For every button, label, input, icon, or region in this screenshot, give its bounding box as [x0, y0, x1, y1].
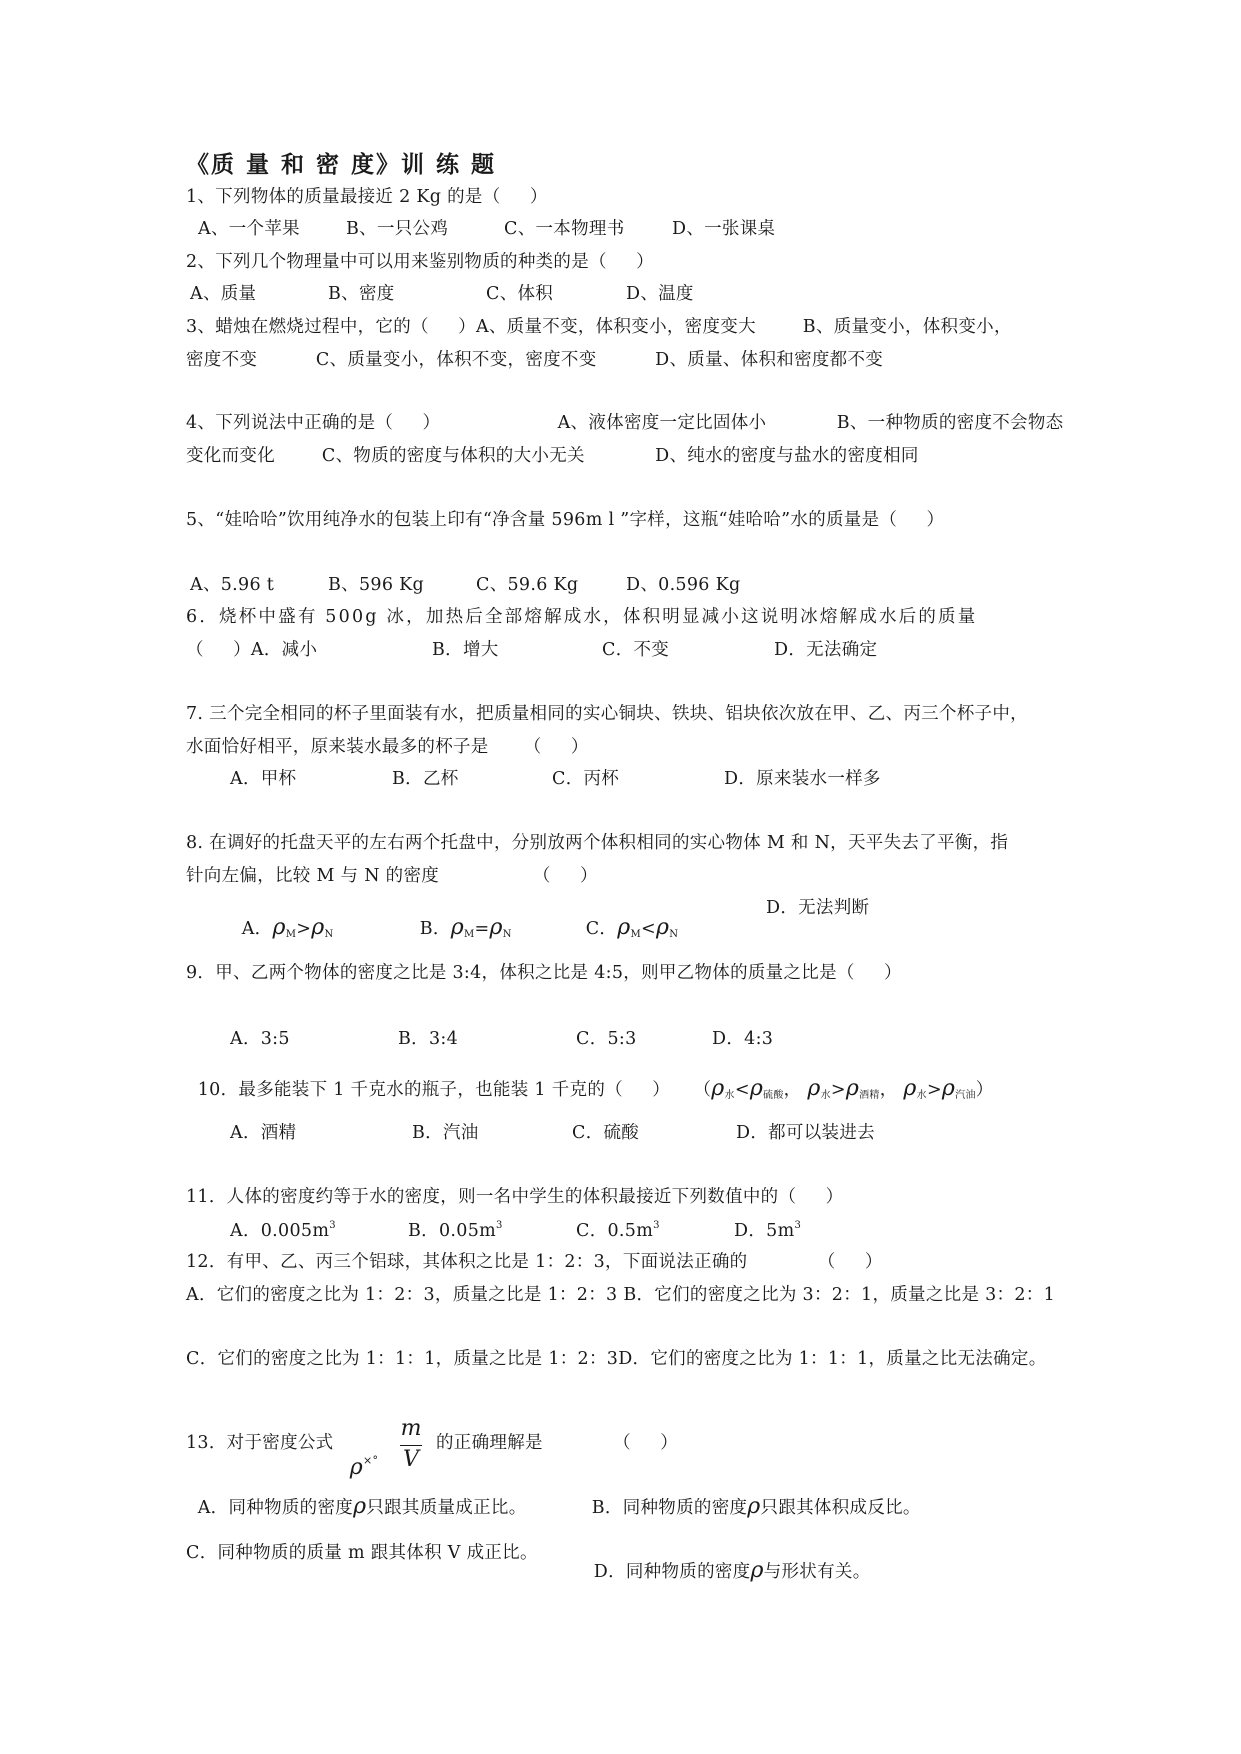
- q5-option-d: D、0.596 Kg: [626, 575, 741, 595]
- q13-option-c: C．同种物质的质量 m 跟其体积 V 成正比。: [186, 1543, 538, 1563]
- q6-option-c: C．不变: [602, 640, 670, 660]
- page-title: 《质 量 和 密 度》训 练 题: [186, 152, 497, 178]
- q7-option-b: B．乙杯: [392, 769, 459, 789]
- question-4-line-2: 变化而变化 C、物质的密度与体积的大小无关 D、纯水的密度与盐水的密度相同: [186, 446, 919, 466]
- q8-option-c: C．$\rho_M<\rho_N$: [585, 915, 679, 940]
- q6-option-d: D．无法确定: [774, 640, 878, 660]
- q12-options-c-d: C．它们的密度之比为 1：1：1，质量之比是 1：2：3D．它们的密度之比为 1：1：1，质量之比无法确定。: [186, 1349, 1047, 1369]
- q6-option-a: （ ）A．减小: [186, 640, 318, 660]
- question-6-line-1: 6．烧杯中盛有 500g 冰，加热后全部熔解成水，体积明显减小这说明冰熔解成水后的质量: [186, 607, 978, 627]
- q8-option-b: B．$\rho_M=\rho_N$: [419, 915, 512, 940]
- q9-option-a: A．3:5: [230, 1029, 290, 1049]
- q2-option-c: C、体积: [486, 284, 554, 304]
- q2-option-b: B、密度: [328, 284, 395, 304]
- q5-option-c: C、59.6 Kg: [476, 575, 579, 595]
- q11-option-d: D．$5m^3$: [734, 1220, 802, 1241]
- q7-option-d: D．原来装水一样多: [724, 769, 881, 789]
- q12-options-a-b: A．它们的密度之比为 1：2：3，质量之比是 1：2：3 B．它们的密度之比为 3：2：1，质量之比是 3：2：1: [186, 1285, 1056, 1305]
- q9-option-c: C．5:3: [576, 1029, 637, 1049]
- q8-option-a: A．$\rho_M>\rho_N$: [241, 915, 334, 940]
- question-9-stem: 9．甲、乙两个物体的密度之比是 3:4，体积之比是 4:5，则甲乙物体的质量之比是（ ）: [186, 963, 902, 983]
- question-12-stem: 12．有甲、乙、丙三个铝球，其体积之比是 1：2：3，下面说法正确的 （ ）: [186, 1252, 883, 1272]
- q13-option-b: B．同种物质的密度ρ只跟其体积成反比。: [591, 1494, 921, 1519]
- q10-option-c: C．硫酸: [572, 1123, 640, 1143]
- q1-option-d: D、一张课桌: [672, 219, 776, 239]
- question-3-line-2: 密度不变 C、质量变小，体积不变，密度不变 D、质量、体积和密度都不变: [186, 350, 884, 370]
- question-8-line-2: 针向左偏，比较 M 与 N 的密度 （ ）: [186, 866, 598, 886]
- question-13-stem-lead: 13．对于密度公式: [186, 1433, 334, 1453]
- q10-option-a: A．酒精: [230, 1123, 297, 1143]
- density-formula-fraction: m V: [400, 1416, 422, 1472]
- question-7-line-1: 7. 三个完全相同的杯子里面装有水，把质量相同的实心铜块、铁块、铝块依次放在甲、乙、丙三个杯子中，: [186, 704, 1028, 724]
- q2-option-a: A、质量: [190, 284, 257, 304]
- q11-option-a: A．$0.005m^3$: [230, 1220, 336, 1241]
- question-3-line-1: 3、蜡烛在燃烧过程中，它的（ ）A、质量不变，体积变小，密度变大 B、质量变小，体积变小，: [186, 317, 1012, 337]
- q7-option-a: A．甲杯: [230, 769, 297, 789]
- q11-option-b: B．$0.05m^3$: [408, 1220, 503, 1241]
- q8-option-d: D．无法判断: [766, 898, 870, 918]
- question-1-stem: 1、下列物体的质量最接近 2 Kg 的是（ ）: [186, 187, 548, 207]
- question-13-stem-tail: 的正确理解是 （ ）: [436, 1433, 679, 1453]
- q9-option-b: B．3:4: [398, 1029, 459, 1049]
- question-2-stem: 2、下列几个物理量中可以用来鉴别物质的种类的是（ ）: [186, 252, 654, 272]
- q1-option-a: A、一个苹果: [198, 219, 300, 239]
- q11-option-c: C．$0.5m^3$: [576, 1220, 660, 1241]
- q7-option-c: C．丙杯: [552, 769, 620, 789]
- question-7-line-2: 水面恰好相平，原来装水最多的杯子是 （ ）: [186, 737, 589, 757]
- q2-option-d: D、温度: [626, 284, 694, 304]
- q1-option-b: B、一只公鸡: [346, 219, 449, 239]
- question-11-stem: 11．人体的密度约等于水的密度，则一名中学生的体积最接近下列数值中的（ ）: [186, 1187, 844, 1207]
- q5-option-b: B、596 Kg: [328, 575, 425, 595]
- q9-option-d: D．4:3: [712, 1029, 774, 1049]
- q10-option-d: D．都可以装进去: [736, 1123, 875, 1143]
- question-5-stem: 5、“娃哈哈”饮用纯净水的包装上印有“净含量 596m l ”字样，这瓶“娃哈哈”水的质量是（ ）: [186, 510, 945, 530]
- question-10-stem: 10．最多能装下 1 千克水的瓶子，也能装 1 千克的（ ） （$\rho_水<\rho_{硫酸}$， $\rho_水>\rho_{酒精}$， $\rho_水>\rho_{汽油}$）: [197, 1076, 994, 1101]
- question-4-line-1: 4、下列说法中正确的是（ ） A、液体密度一定比固体小 B、一种物质的密度不会物态: [186, 413, 1064, 433]
- q10-option-b: B．汽油: [412, 1123, 479, 1143]
- q6-option-b: B．增大: [432, 640, 499, 660]
- question-8-line-1: 8. 在调好的托盘天平的左右两个托盘中，分别放两个体积相同的实心物体 M 和 N，天平失去了平衡，指: [186, 833, 1009, 853]
- q13-option-a: A．同种物质的密度ρ只跟其质量成正比。: [197, 1494, 527, 1519]
- q5-option-a: A、5.96 t: [190, 575, 275, 595]
- q1-option-c: C、一本物理书: [504, 219, 625, 239]
- density-formula-rho: ρ×°: [349, 1454, 379, 1480]
- q13-option-d: D．同种物质的密度ρ与形状有关。: [593, 1558, 871, 1583]
